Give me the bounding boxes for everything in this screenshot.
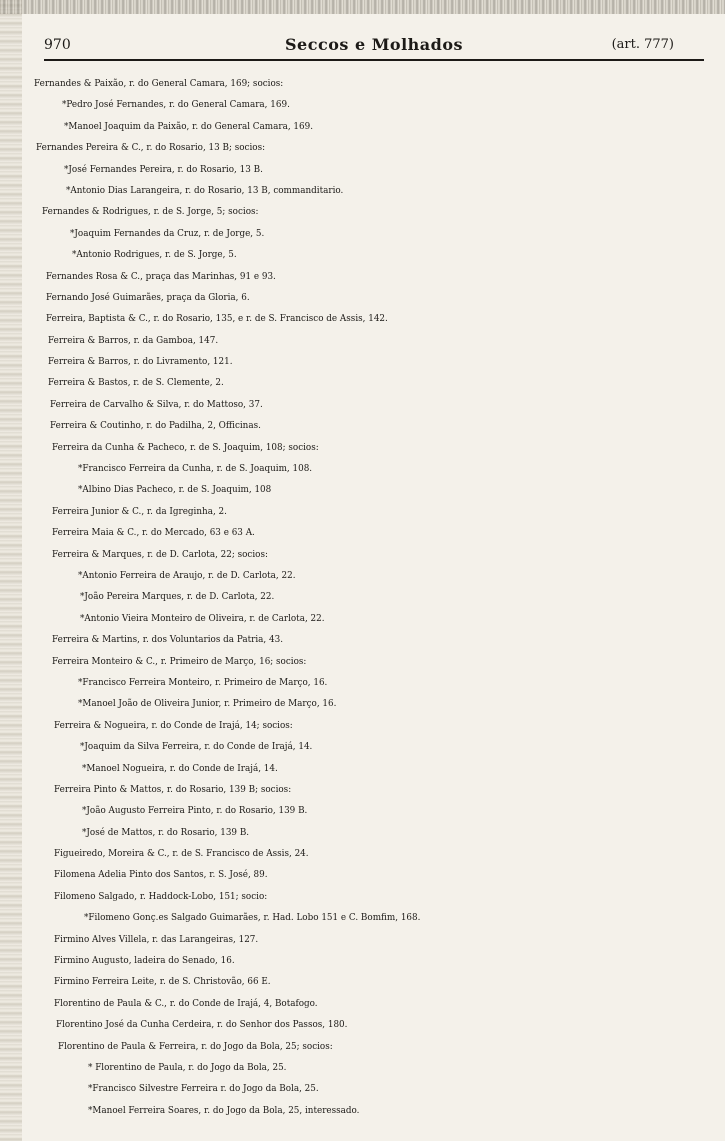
entry-line: *Manoel Nogueira, r. do Conde de Irajá, 14. bbox=[82, 763, 278, 774]
entry-line: *Francisco Ferreira da Cunha, r. de S. Joaquim, 108. bbox=[78, 464, 313, 475]
article-reference: (art. 777) bbox=[611, 37, 674, 52]
entry-line: Ferreira & Barros, r. do Livramento, 121. bbox=[48, 357, 233, 368]
entry-line: Ferreira & Martins, r. dos Voluntarios da Patria, 43. bbox=[52, 635, 283, 646]
running-title: Seccos e Molhados bbox=[284, 35, 464, 54]
entry-line: Ferreira da Cunha & Pacheco, r. de S. Joaquim, 108; socios: bbox=[52, 442, 319, 453]
entry-line: Fernandes & Paixão, r. do General Camara, 169; socios: bbox=[34, 79, 284, 89]
entry-line: * Florentino de Paula, r. do Jogo da Bola, 25. bbox=[88, 1062, 287, 1073]
entry-line: Ferreira Pinto & Mattos, r. do Rosario, 139 B; socios: bbox=[54, 784, 292, 795]
entry-line: *Antonio Ferreira de Araujo, r. de D. Carlota, 22. bbox=[78, 570, 296, 581]
entry-line: *Filomeno Gonç.es Salgado Guimarães, r. Had. Lobo 151 e C. Bomfim, 168. bbox=[84, 913, 421, 924]
entry-line: Ferreira & Marques, r. de D. Carlota, 22; socios: bbox=[52, 549, 268, 560]
directory-entries bbox=[0, 74, 725, 1122]
entry-line: Firmino Ferreira Leite, r. de S. Christovão, 66 E. bbox=[54, 977, 271, 988]
entry-line: Ferreira de Carvalho & Silva, r. do Mattoso, 37. bbox=[50, 399, 263, 410]
page-top-edge-shadow bbox=[0, 0, 725, 14]
entry-line: *Pedro José Fernandes, r. do General Camara, 169. bbox=[62, 100, 290, 111]
entry-line: Ferreira Junior & C., r. da Igreginha, 2. bbox=[52, 506, 227, 517]
entry-line: Firmino Alves Villela, r. das Larangeiras, 127. bbox=[54, 934, 259, 945]
entry-line: *Antonio Vieira Monteiro de Oliveira, r. de Carlota, 22. bbox=[80, 613, 325, 624]
entry-line: Filomena Adelia Pinto dos Santos, r. S. José, 89. bbox=[54, 870, 268, 881]
entry-line: Fernandes Rosa & C., praça das Marinhas, 91 e 93. bbox=[46, 271, 276, 282]
entry-line: Florentino de Paula & Ferreira, r. do Jogo da Bola, 25; socios: bbox=[58, 1041, 333, 1052]
entry-line: *João Pereira Marques, r. de D. Carlota, 22. bbox=[80, 592, 275, 603]
entry-line: *Albino Dias Pacheco, r. de S. Joaquim, 108 bbox=[78, 485, 272, 496]
entry-line: *Francisco Ferreira Monteiro, r. Primeiro de Março, 16. bbox=[78, 677, 328, 688]
entry-line: *Manoel Ferreira Soares, r. do Jogo da Bola, 25, interessado. bbox=[88, 1105, 360, 1116]
entry-line: Fernando José Guimarães, praça da Gloria, 6. bbox=[46, 292, 250, 303]
entry-line: Florentino de Paula & C., r. do Conde de Irajá, 4, Botafogo. bbox=[54, 998, 318, 1009]
entry-line: *José de Mattos, r. do Rosario, 139 B. bbox=[82, 827, 250, 838]
entry-line: Florentino José da Cunha Cerdeira, r. do Senhor dos Passos, 180. bbox=[56, 1020, 348, 1031]
entry-line: Ferreira & Barros, r. da Gamboa, 147. bbox=[48, 335, 219, 346]
page-number: 970 bbox=[44, 37, 71, 53]
entry-line: *Joaquim Fernandes da Cruz, r. de Jorge, 5. bbox=[70, 228, 265, 239]
entry-line: *Joaquim da Silva Ferreira, r. do Conde de Irajá, 14. bbox=[80, 742, 313, 753]
entry-line: *Antonio Dias Larangeira, r. do Rosario, 13 B, commanditario. bbox=[66, 185, 344, 196]
entry-line: Ferreira Monteiro & C., r. Primeiro de Março, 16; socios: bbox=[52, 656, 307, 667]
entry-line: *Francisco Silvestre Ferreira r. do Jogo da Bola, 25. bbox=[88, 1084, 319, 1095]
page-header bbox=[24, 33, 684, 59]
entry-line: *João Augusto Ferreira Pinto, r. do Rosario, 139 B. bbox=[82, 806, 308, 817]
entry-line: Ferreira & Coutinho, r. do Padilha, 2, Officinas. bbox=[50, 421, 261, 432]
entry-line: Ferreira & Nogueira, r. do Conde de Irajá, 14; socios: bbox=[54, 720, 293, 731]
entry-line: *Antonio Rodrigues, r. de S. Jorge, 5. bbox=[72, 250, 237, 261]
header-rule bbox=[44, 59, 704, 61]
entry-line: Firmino Augusto, ladeira do Senado, 16. bbox=[54, 956, 235, 967]
entry-line: Ferreira, Baptista & C., r. do Rosario, 135, e r. de S. Francisco de Assis, 142. bbox=[46, 314, 388, 325]
entry-line: *Manoel Joaquim da Paixão, r. do General Camara, 169. bbox=[64, 121, 314, 132]
entry-line: Ferreira & Bastos, r. de S. Clemente, 2. bbox=[48, 378, 224, 389]
entry-line: Fernandes & Rodrigues, r. de S. Jorge, 5; socios: bbox=[42, 207, 259, 218]
entry-line: Filomeno Salgado, r. Haddock-Lobo, 151; socio: bbox=[54, 891, 268, 902]
entry-line: Fernandes Pereira & C., r. do Rosario, 13 B; socios: bbox=[36, 143, 266, 154]
entry-line: *José Fernandes Pereira, r. do Rosario, 13 B. bbox=[64, 164, 263, 175]
entry-line: Ferreira Maia & C., r. do Mercado, 63 e 63 A. bbox=[52, 528, 255, 539]
entry-line: *Manoel João de Oliveira Junior, r. Primeiro de Março, 16. bbox=[78, 699, 337, 710]
entry-line: Figueiredo, Moreira & C., r. de S. Francisco de Assis, 24. bbox=[54, 849, 309, 860]
